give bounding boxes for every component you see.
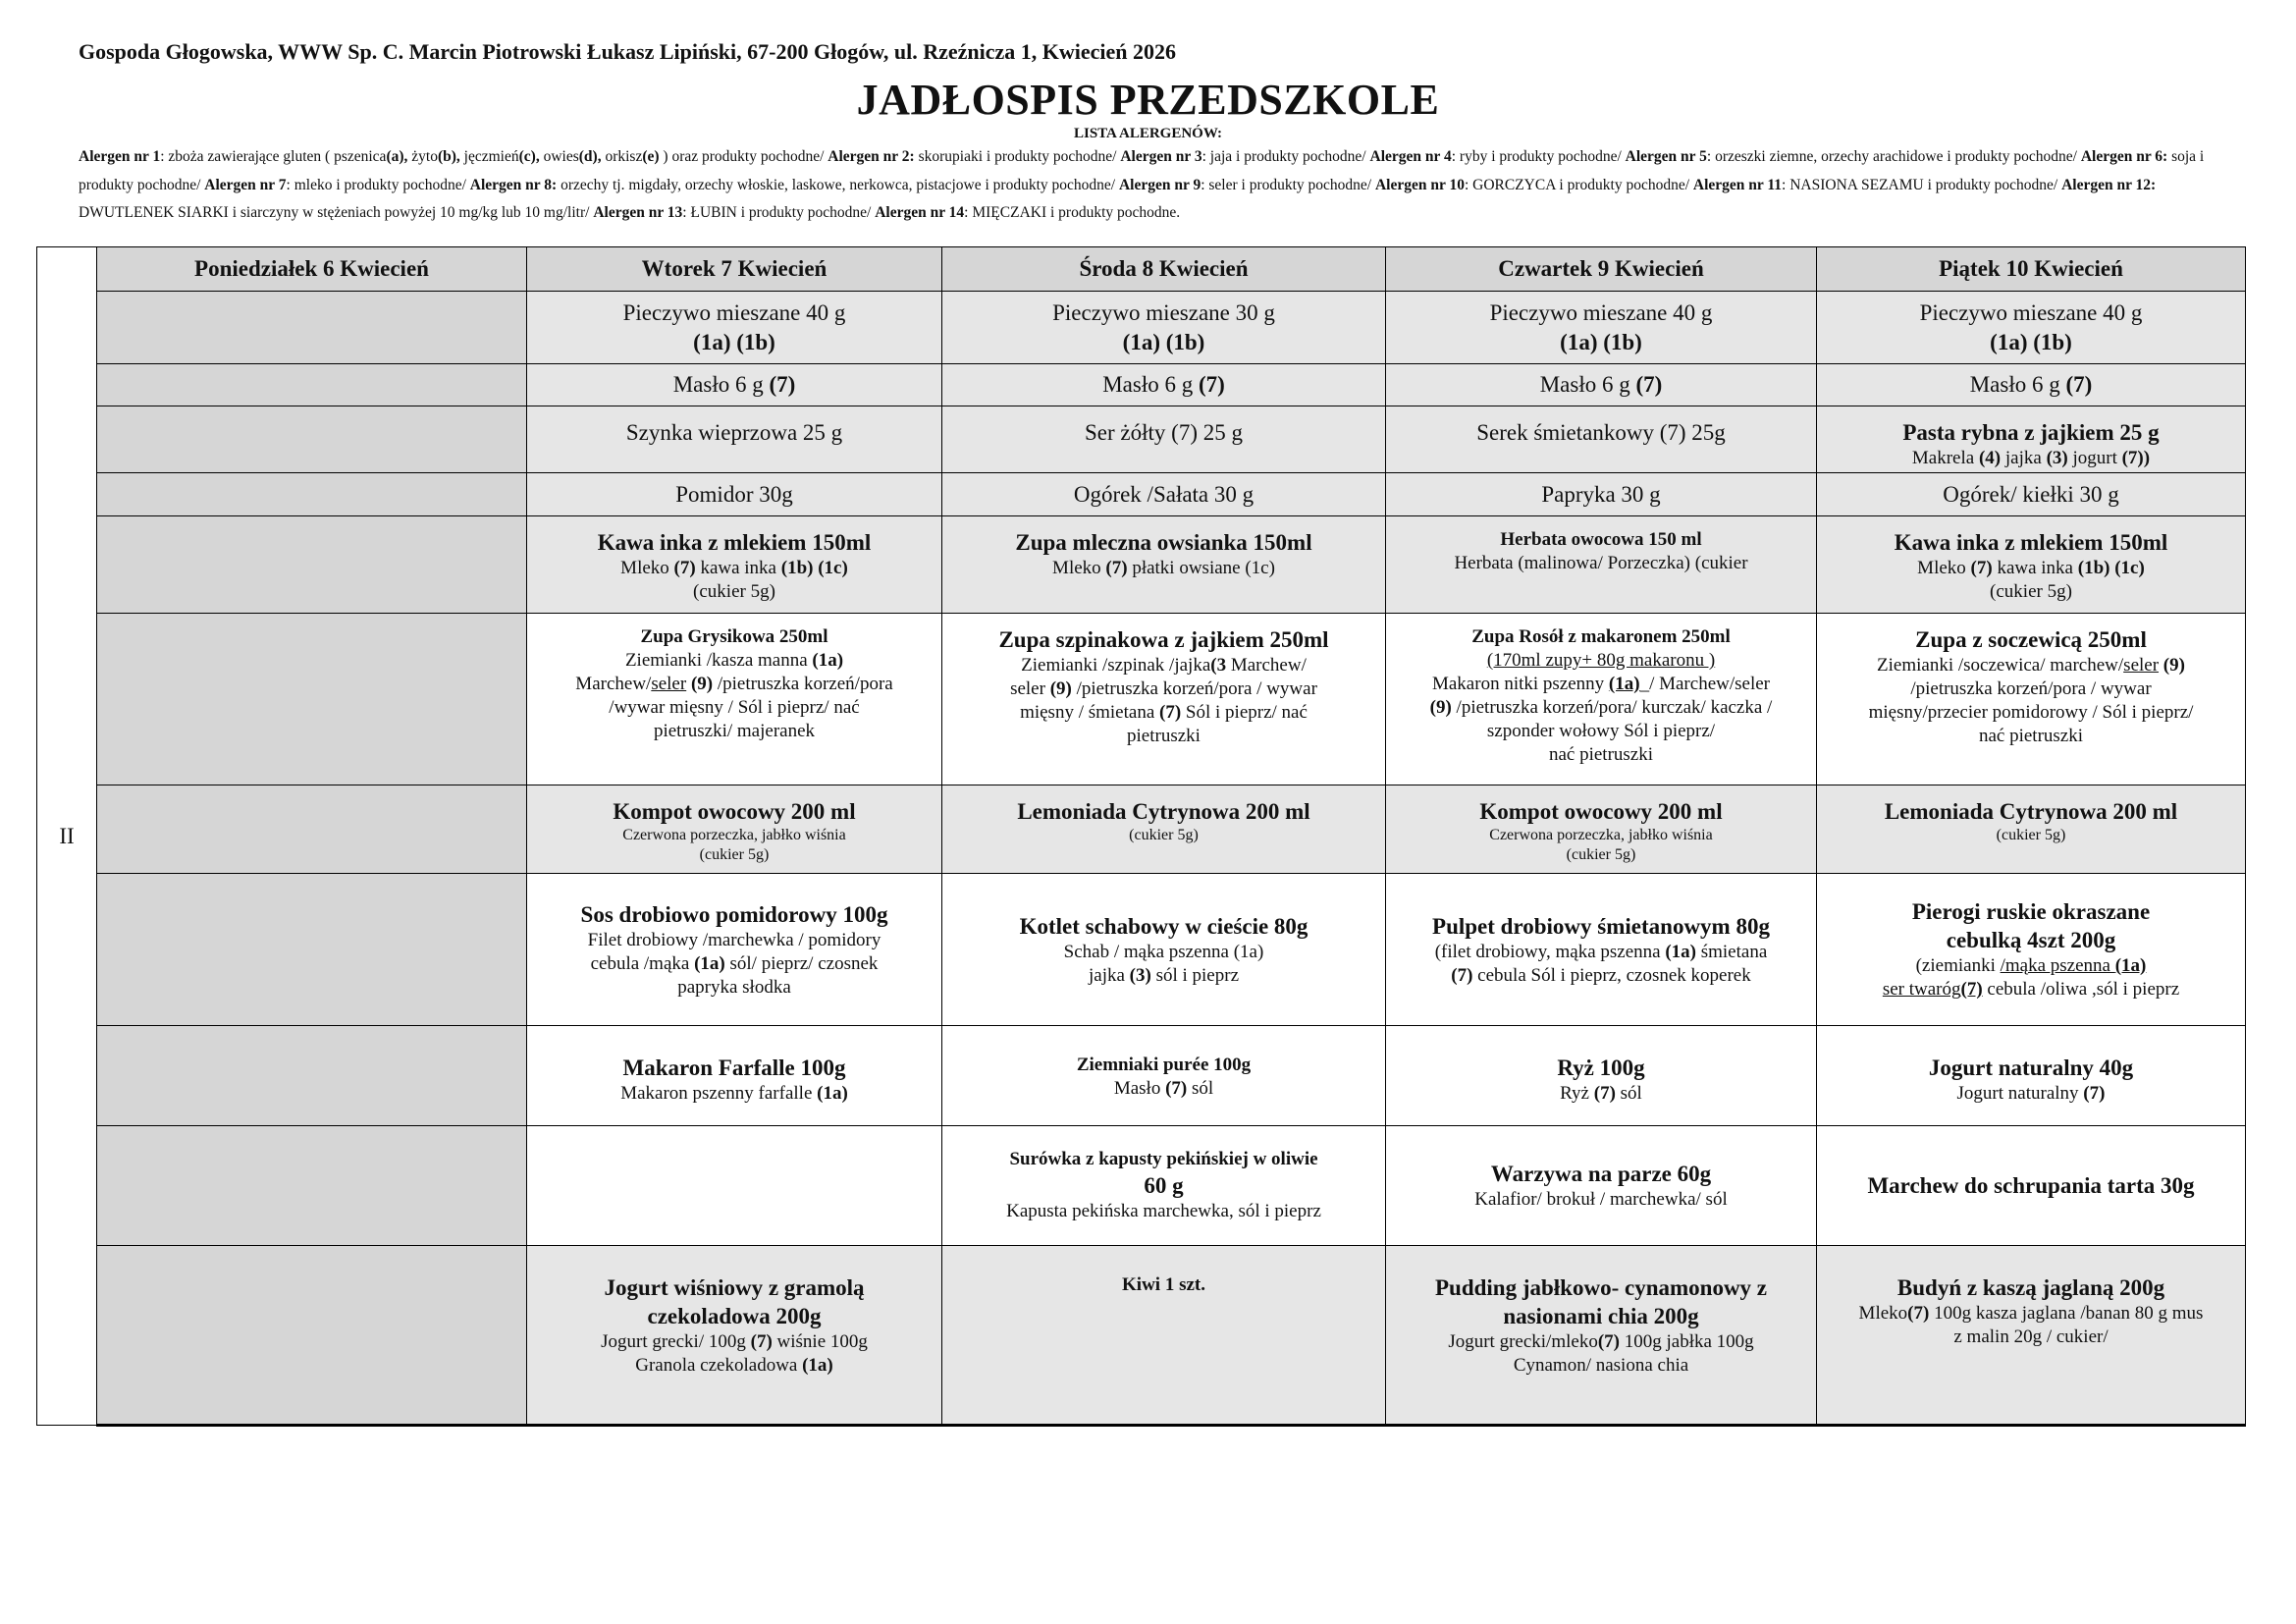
allergen-list: Alergen nr 1: zboża zawierające gluten ( pszenica(a), żyto(b), jęczmień(c), owies(d), orkisz(e) ) oraz produkty pochodne/ Alergen nr 2: skorupiaki i produkty pochodne/ Alergen nr 3: jaja i produkty pochodne/ Alergen nr 4: ryby i produkty pochodne/ Alergen nr 5: orzeszki ziemne, orzechy arachidowe i produkty pochodne/ Alergen nr 6: soja i produkty pochodne/ Alergen nr 7: mleko i produkty pochodne/ Alergen nr 8: orzechy tj. migdały, orzechy włoskie, laskowe, nerkowca, pistacjowe i produkty pochodne/ Alergen nr 9: seler i produkty pochodne/ Alergen nr 10: GORCZYCA i produkty pochodne/ Alergen nr 11: NASIONA SEZAMU i produkty pochodne/ Alergen nr 12: DWUTLENEK SIARKI i siarczyny w stężeniach powyżej 10 mg/kg lub 10 mg/litr/ Alergen nr 13: ŁUBIN i produkty pochodne/ Alergen nr 14: MIĘCZAKI i produkty pochodne. — [79, 148, 2205, 221]
breakfast-drink-friday: Kawa inka z mlekiem 150ml Mleko (7) kawa inka (1b) (1c) (cukier 5g) — [1817, 516, 2246, 614]
vegetable-row — [37, 473, 2246, 516]
butter-thursday: Masło 6 g (7) — [1386, 364, 1817, 406]
dessert-thursday: Pudding jabłkowo- cynamonowy z nasionami chia 200g Jogurt grecki/mleko(7) 100g jabłka 100g Cynamon/ nasiona chia — [1386, 1246, 1817, 1426]
restaurant-header: Gospoda Głogowska, WWW Sp. C. Marcin Piotrowski Łukasz Lipiński, 67-200 Głogów, ul. Rzeźnicza 1, Kwiecień 2026 — [79, 39, 1177, 64]
breakfast-drink-thursday: Herbata owocowa 150 ml Herbata (malinowa/ Porzeczka) (cukier — [1386, 516, 1817, 614]
lunch-drink-tuesday: Kompot owocowy 200 ml Czerwona porzeczka, jabłko wiśnia (cukier 5g) — [527, 785, 942, 874]
soup-friday: Zupa z soczewicą 250ml Ziemianki /soczewica/ marchew/seler (9) /pietruszka korzeń/pora / wywar mięsny/przecier pomidorowy / Sól i pieprz/ nać pietruszki — [1817, 614, 2246, 785]
soup-thursday: Zupa Rosół z makaronem 250ml (170ml zupy+ 80g makaronu ) Makaron nitki pszenny (1a)_/ Marchew/seler (9) /pietruszka korzeń/pora/ kurczak/ kaczka / szponder wołowy Sól i pieprz/ nać pietruszki — [1386, 614, 1817, 785]
allergen-list-heading: LISTA ALERGENÓW: — [1073, 126, 1223, 141]
main-course-thursday: Pulpet drobiowy śmietanowym 80g (filet drobiowy, mąka pszenna (1a) śmietana (7) cebula Sól i pieprz, czosnek koperek — [1386, 874, 1817, 1026]
salad-row — [37, 1126, 2246, 1246]
menu-table — [36, 246, 2246, 1427]
main-course-friday: Pierogi ruskie okraszane cebulką 4szt 200g (ziemianki /mąka pszenna (1a) ser twaróg(7) cebula /oliwa ,sól i pieprz — [1817, 874, 2246, 1026]
salad-wednesday: Surówka z kapusty pekińskiej w oliwie 60 g Kapusta pekińska marchewka, sól i pieprz — [942, 1126, 1386, 1246]
dessert-wednesday: Kiwi 1 szt. — [942, 1246, 1386, 1426]
soup-row — [37, 614, 2246, 785]
monday-cell — [97, 364, 527, 406]
lunch-drink-friday: Lemoniada Cytrynowa 200 ml (cukier 5g) — [1817, 785, 2246, 874]
lunch-drink-thursday: Kompot owocowy 200 ml Czerwona porzeczka, jabłko wiśnia (cukier 5g) — [1386, 785, 1817, 874]
soup-tuesday: Zupa Grysikowa 250ml Ziemianki /kasza manna (1a) Marchew/seler (9) /pietruszka korzeń/pora /wywar mięsny / Sól i pieprz/ nać pietruszki/ majeranek — [527, 614, 942, 785]
dessert-tuesday: Jogurt wiśniowy z gramolą czekoladowa 200g Jogurt grecki/ 100g (7) wiśnie 100g Granola czekoladowa (1a) — [527, 1246, 942, 1426]
monday-cell — [97, 1246, 527, 1426]
side-dish-row — [37, 1026, 2246, 1126]
bread-tuesday: Pieczywo mieszane 40 g (1a) (1b) — [527, 292, 942, 364]
lunch-drink-wednesday: Lemoniada Cytrynowa 200 ml (cukier 5g) — [942, 785, 1386, 874]
main-course-tuesday: Sos drobiowo pomidorowy 100g Filet drobiowy /marchewka / pomidory cebula /mąka (1a) sól/ pieprz/ czosnek papryka słodka — [527, 874, 942, 1026]
day-thursday: Czwartek 9 Kwiecień — [1386, 247, 1817, 292]
bread-friday: Pieczywo mieszane 40 g (1a) (1b) — [1817, 292, 2246, 364]
vegetable-thursday: Papryka 30 g — [1386, 473, 1817, 516]
monday-cell — [97, 874, 527, 1026]
monday-cell — [97, 614, 527, 785]
spread-row — [37, 406, 2246, 473]
monday-cell — [97, 516, 527, 614]
monday-cell — [97, 1126, 527, 1246]
monday-cell — [97, 473, 527, 516]
day-header-row — [37, 247, 2246, 292]
vegetable-friday: Ogórek/ kiełki 30 g — [1817, 473, 2246, 516]
main-course-wednesday: Kotlet schabowy w cieście 80g Schab / mąka pszenna (1a) jajka (3) sól i pieprz — [942, 874, 1386, 1026]
lunch-drink-row — [37, 785, 2246, 874]
butter-friday: Masło 6 g (7) — [1817, 364, 2246, 406]
spread-tuesday: Szynka wieprzowa 25 g — [527, 406, 942, 473]
side-dish-tuesday: Makaron Farfalle 100g Makaron pszenny farfalle (1a) — [527, 1026, 942, 1126]
bread-thursday: Pieczywo mieszane 40 g (1a) (1b) — [1386, 292, 1817, 364]
bread-row — [37, 292, 2246, 364]
salad-thursday: Warzywa na parze 60g Kalafior/ brokuł / marchewka/ sól — [1386, 1126, 1817, 1246]
page-title: JADŁOSPIS PRZEDSZKOLE — [856, 76, 1440, 124]
spread-wednesday: Ser żółty (7) 25 g — [942, 406, 1386, 473]
dessert-friday: Budyń z kaszą jaglaną 200g Mleko(7) 100g kasza jaglana /banan 80 g mus z malin 20g / cukier/ — [1817, 1246, 2246, 1426]
soup-wednesday: Zupa szpinakowa z jajkiem 250ml Ziemianki /szpinak /jajka(3 Marchew/ seler (9) /pietruszka korzeń/pora / wywar mięsny / śmietana (7) Sól i pieprz/ nać pietruszki — [942, 614, 1386, 785]
spread-thursday: Serek śmietankowy (7) 25g — [1386, 406, 1817, 473]
breakfast-drink-tuesday: Kawa inka z mlekiem 150ml Mleko (7) kawa inka (1b) (1c) (cukier 5g) — [527, 516, 942, 614]
bread-wednesday: Pieczywo mieszane 30 g (1a) (1b) — [942, 292, 1386, 364]
vegetable-tuesday: Pomidor 30g — [527, 473, 942, 516]
butter-wednesday: Masło 6 g (7) — [942, 364, 1386, 406]
day-tuesday: Wtorek 7 Kwiecień — [527, 247, 942, 292]
salad-tuesday — [527, 1126, 942, 1246]
monday-cell — [97, 785, 527, 874]
spread-friday: Pasta rybna z jajkiem 25 g Makrela (4) jajka (3) jogurt (7)) — [1817, 406, 2246, 473]
butter-row — [37, 364, 2246, 406]
breakfast-drink-row — [37, 516, 2246, 614]
main-course-row — [37, 874, 2246, 1026]
day-wednesday: Środa 8 Kwiecień — [942, 247, 1386, 292]
butter-tuesday: Masło 6 g (7) — [527, 364, 942, 406]
day-monday: Poniedziałek 6 Kwiecień — [97, 247, 527, 292]
dessert-row — [37, 1246, 2246, 1426]
salad-friday: Marchew do schrupania tarta 30g — [1817, 1126, 2246, 1246]
side-dish-wednesday: Ziemniaki purée 100g Masło (7) sól — [942, 1026, 1386, 1126]
breakfast-drink-wednesday: Zupa mleczna owsianka 150ml Mleko (7) płatki owsiane (1c) — [942, 516, 1386, 614]
week-number: II — [37, 247, 97, 1426]
day-friday: Piątek 10 Kwiecień — [1817, 247, 2246, 292]
vegetable-wednesday: Ogórek /Sałata 30 g — [942, 473, 1386, 516]
side-dish-friday: Jogurt naturalny 40g Jogurt naturalny (7) — [1817, 1026, 2246, 1126]
monday-cell — [97, 1026, 527, 1126]
monday-cell — [97, 292, 527, 364]
side-dish-thursday: Ryż 100g Ryż (7) sól — [1386, 1026, 1817, 1126]
monday-cell — [97, 406, 527, 473]
